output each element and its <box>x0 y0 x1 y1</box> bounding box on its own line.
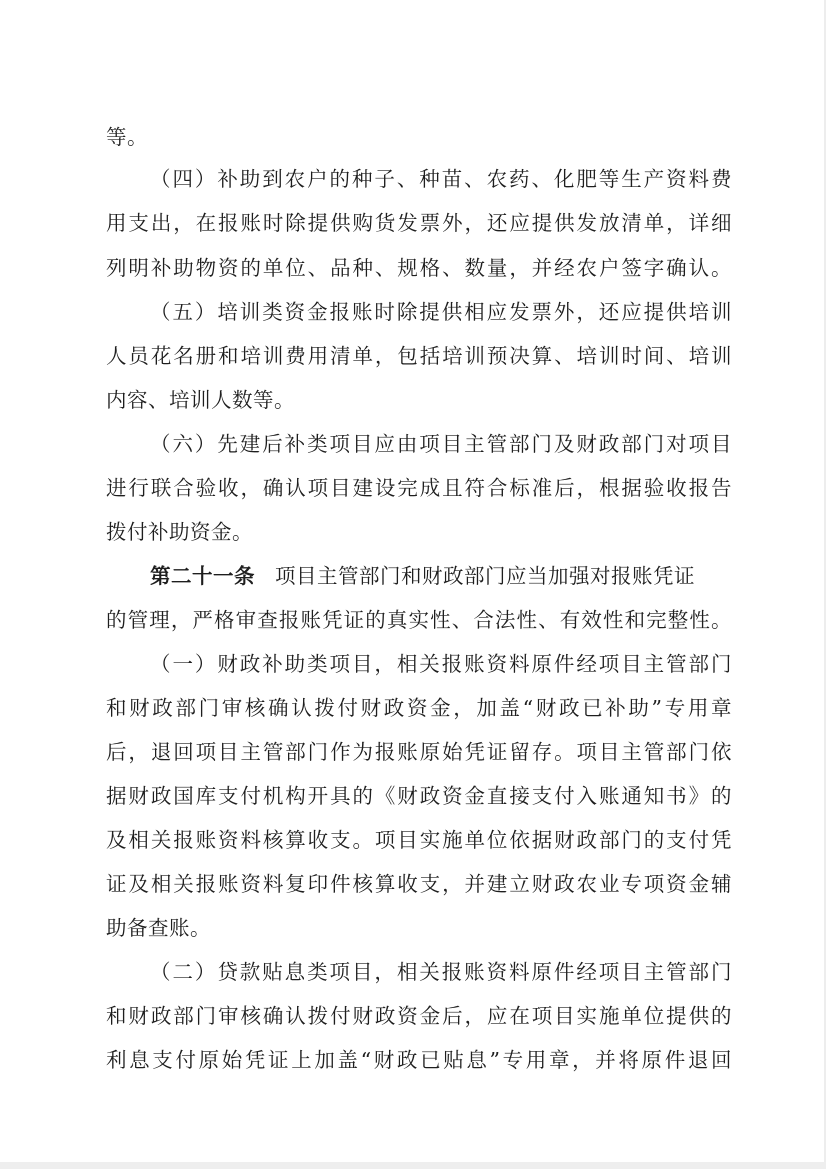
paragraph-4-line-3: 列明补助物资的单位、品种、规格、数量，并经农户签字确认。 <box>106 256 732 280</box>
paragraph-6-line-2: 进行联合验收，确认项目建设完成且符合标准后，根据验收报告 <box>106 476 732 500</box>
item-1-line-1: （一）财政补助类项目，相关报账资料原件经项目主管部门 <box>150 652 732 676</box>
paragraph-5-line-3: 内容、培训人数等。 <box>106 388 295 412</box>
paragraph-5-line-1: （五）培训类资金报账时除提供相应发票外，还应提供培训 <box>150 300 732 324</box>
text-line: 等。 <box>106 125 148 149</box>
article-21-line-2: 的管理，严格审查报账凭证的真实性、合法性、有效性和完整性。 <box>106 608 732 632</box>
item-1-line-7: 助备查账。 <box>106 916 211 940</box>
item-1-line-2: 和财政部门审核确认拨付财政资金，加盖“财政已补助”专用章 <box>106 696 732 720</box>
paragraph-4-line-2: 用支出，在报账时除提供购货发票外，还应提供发放清单，详细 <box>106 211 732 235</box>
item-1-line-6: 证及相关报账资料复印件核算收支，并建立财政农业专项资金辅 <box>106 872 732 896</box>
scan-bottom-edge <box>0 1162 826 1169</box>
item-1-line-5: 及相关报账资料核算收支。项目实施单位依据财政部门的支付凭 <box>106 828 732 852</box>
paragraph-5-line-2: 人员花名册和培训费用清单，包括培训预决算、培训时间、培训 <box>106 344 732 368</box>
item-2-line-3: 利息支付原始凭证上加盖“财政已贴息”专用章，并将原件退回 <box>106 1048 732 1072</box>
article-21-text: 项目主管部门和财政部门应当加强对报账凭证 <box>275 564 695 588</box>
article-number: 第二十一条 <box>150 564 255 588</box>
item-2-line-1: （二）贷款贴息类项目，相关报账资料原件经项目主管部门 <box>150 960 732 984</box>
paragraph-4-line-1: （四）补助到农户的种子、种苗、农药、化肥等生产资料费 <box>150 167 732 191</box>
item-1-line-4: 据财政国库支付机构开具的《财政资金直接支付入账通知书》的 <box>106 784 732 808</box>
item-1-line-3: 后，退回项目主管部门作为报账原始凭证留存。项目主管部门依 <box>106 740 732 764</box>
paragraph-6-line-3: 拨付补助资金。 <box>106 520 253 544</box>
article-21-line-1 <box>150 559 732 593</box>
paragraph-6-line-1: （六）先建后补类项目应由项目主管部门及财政部门对项目 <box>150 432 732 456</box>
item-2-line-2: 和财政部门审核确认拨付财政资金后，应在项目实施单位提供的 <box>106 1004 732 1028</box>
